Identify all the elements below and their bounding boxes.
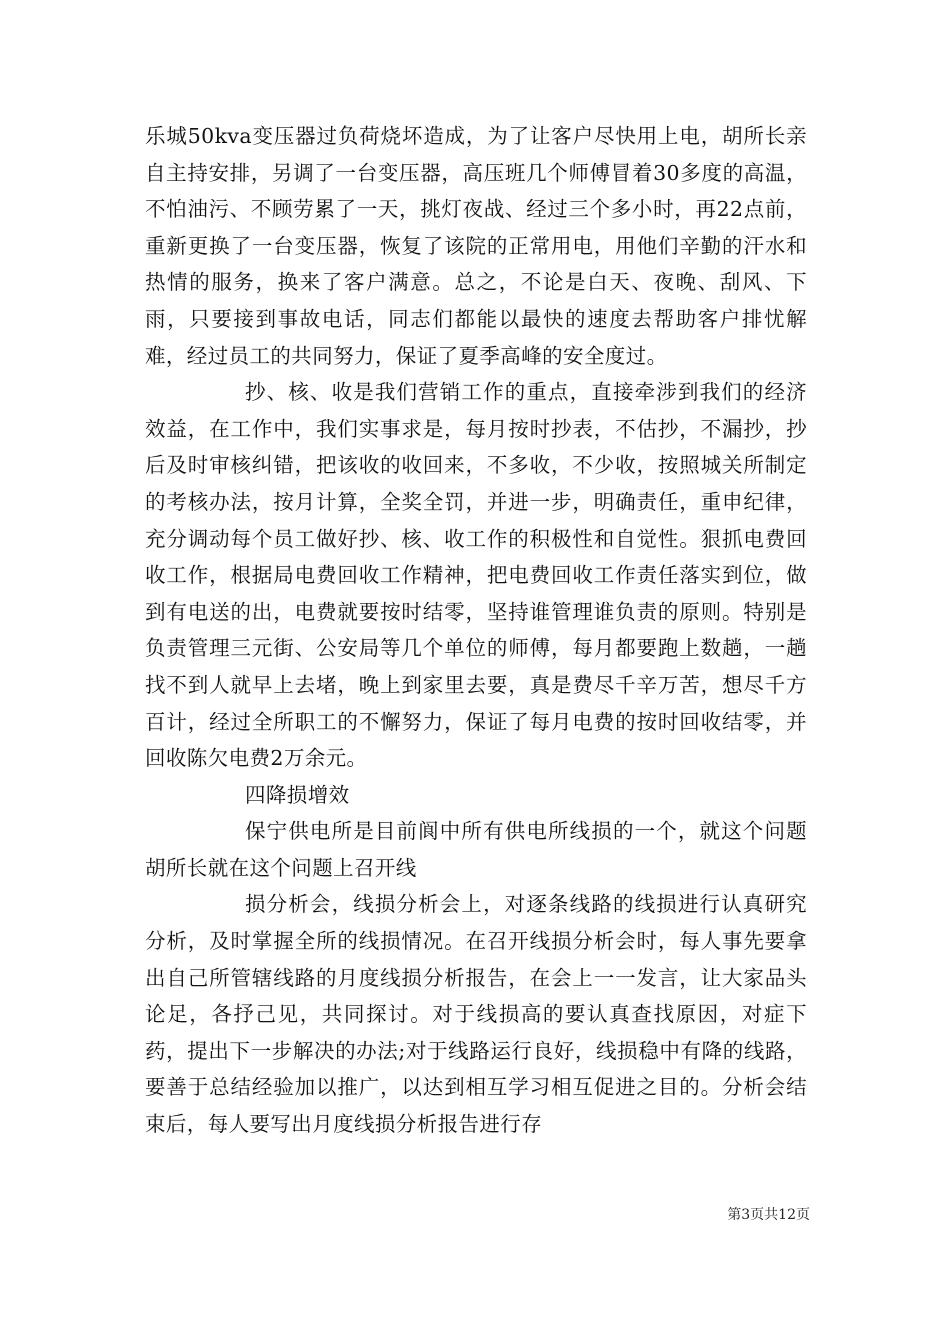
paragraph-repair-service: 乐城50kva变压器过负荷烧坏造成，为了让客户尽快用上电，胡所长亲自主持安排，另调了一台变压器，高压班几个师傅冒着30多度的高温，不怕油污、不顾劳累了一天，挑灯夜战、经过三个多小时，再22点前，重新更换了一台变压器，恢复了该院的正常用电，用他们辛勤的汗水和热情的服务，换来了客户满意。总之，不论是白天、夜晚、刮风、下雨，只要接到事故电话，同志们都能以最快的速度去帮助客户排忧解难，经过员工的共同努力，保证了夏季高峰的安全度过。	[145, 124, 807, 368]
paragraph-billing-collection: 抄、核、收是我们营销工作的重点，直接牵涉到我们的经济效益，在工作中，我们实事求是，每月按时抄表，不估抄，不漏抄，抄后及时审核纠错，把该收的收回来，不多收，不少收，按照城关所制定的考核办法，按月计算，全奖全罚，并进一步，明确责任，重申纪律，充分调动每个员工做好抄、核、收工作的积极性和自觉性。狠抓电费回收工作，根据局电费回收工作精神，把电费回收工作责任落实到位，做到有电送的出，电费就要按时结零，坚持谁管理谁负责的原则。特别是负责管理三元街、公安局等几个单位的师傅，每月都要跑上数趟，一趟找不到人就早上去堵，晚上到家里去要，真是费尽千辛万苦，想尽千方百计，经过全所职工的不懈努力，保证了每月电费的按时回收结零，并回收陈欠电费2万余元。	[145, 380, 807, 771]
page-number-footer: 第3页共12页	[727, 1207, 810, 1223]
document-body	[145, 118, 807, 1143]
paragraph-line-loss-meeting: 损分析会，线损分析会上，对逐条线路的线损进行认真研究分析，及时掌握全所的线损情况。在召开线损分析会时，每人事先要拿出自己所管辖线路的月度线损分析报告，在会上一一发言，让大家品头论足，各抒己见，共同探讨。对于线损高的要认真查找原因，对症下药，提出下一步解决的办法;对于线路运行良好，线损稳中有降的线路，要善于总结经验加以推广，以达到相互学习相互促进之目的。分析会结束后，每人要写出月度线损分析报告进行存	[145, 892, 807, 1137]
section-heading-loss-reduction: 四降损增效	[245, 782, 350, 807]
paragraph-line-loss-intro: 保宁供电所是目前阆中所有供电所线损的一个，就这个问题胡所长就在这个问题上召开线	[145, 819, 807, 880]
